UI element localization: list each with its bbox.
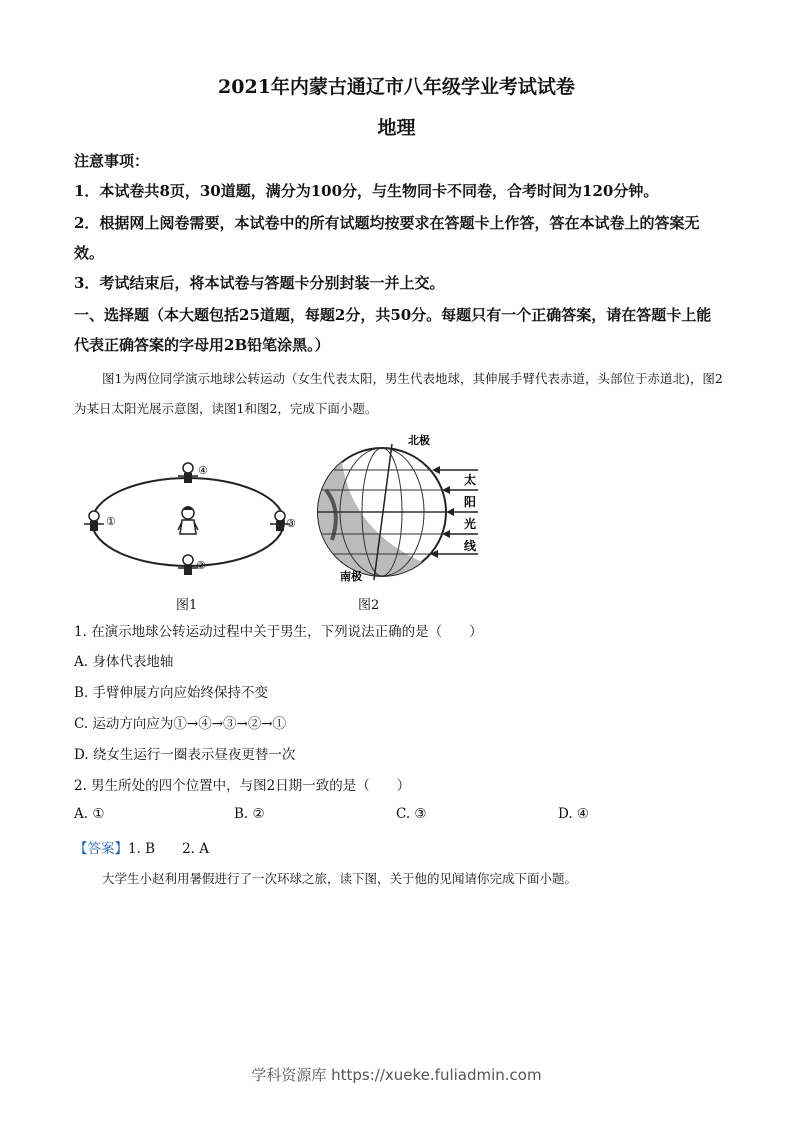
label-north-pole: 北极 — [408, 434, 430, 447]
section-heading: 一、选择题（本大题包括25道题，每题2分，共50分。每题只有一个正确答案，请在答题卡上能代表正确答案的字母用2B铅笔涂黑。） — [74, 306, 712, 354]
figure-2-caption: 图2 — [358, 598, 380, 613]
q1-option-c: C. 运动方向应为①→④→③→②→① — [74, 716, 287, 732]
q2-option-d: D. ④ — [558, 806, 590, 822]
intro-paragraph-1: 图1为两位同学演示地球公转运动（女生代表太阳，男生代表地球，其伸展手臂代表赤道，头部位于赤道北)，图2为某日太阳光展示意图，读图1和图2，完成下面小题。 — [74, 371, 723, 416]
exam-title: 2021年内蒙古通辽市八年级学业考试试卷 — [218, 76, 575, 98]
label-position-3: ③ — [286, 517, 296, 530]
label-sun-char-3: 光 — [464, 517, 477, 531]
notice-item-3: 3．考试结束后，将本试卷与答题卡分别封装一并上交。 — [74, 274, 445, 292]
girl-figure — [178, 506, 198, 534]
q1-option-b: B. 手臂伸展方向应始终保持不变 — [74, 685, 269, 701]
boy-position-1 — [84, 511, 104, 531]
q2-option-c: C. ③ — [396, 806, 427, 822]
answer-text: 1. B 2. A — [128, 841, 210, 857]
notice-item-2: 2．根据网上阅卷需要，本试卷中的所有试题均按要求在答题卡上作答，答在本试卷上的答案无效。 — [74, 214, 700, 262]
label-sun-char-1: 太 — [464, 473, 477, 487]
q2-option-b: B. ② — [234, 806, 265, 822]
label-position-1: ① — [106, 515, 116, 528]
label-sun-char-2: 阳 — [464, 495, 477, 509]
q1-option-a: A. 身体代表地轴 — [74, 654, 174, 670]
intro-paragraph-2: 大学生小赵利用暑假进行了一次环球之旅，读下图，关于他的见闻请你完成下面小题。 — [102, 871, 578, 886]
label-sun-char-4: 线 — [464, 539, 477, 553]
boy-position-4 — [178, 463, 198, 483]
answer-tag: 【答案】 — [74, 841, 128, 857]
question-1-stem: 1. 在演示地球公转运动过程中关于男生，下列说法正确的是（ ） — [74, 624, 483, 640]
q2-option-a: A. ① — [74, 806, 105, 822]
figure-2-globe — [312, 430, 482, 586]
q1-option-d: D. 绕女生运行一圈表示昼夜更替一次 — [74, 747, 296, 763]
figure-1-orbit — [72, 452, 304, 586]
figure-1-caption: 图1 — [176, 598, 198, 613]
question-2-stem: 2. 男生所处的四个位置中，与图2日期一致的是（ ） — [74, 778, 411, 794]
answer-line — [74, 837, 209, 857]
exam-subject: 地理 — [377, 117, 416, 139]
notice-heading: 注意事项： — [74, 152, 150, 170]
label-position-4: ④ — [198, 464, 208, 477]
notice-item-1: 1．本试卷共8页，30道题，满分为100分，与生物同卡不同卷，合考时间为120分钟。 — [74, 182, 659, 200]
footer-watermark: 学科资源库 https://xueke.fuliadmin.com — [251, 1066, 542, 1084]
label-south-pole: 南极 — [340, 570, 362, 583]
label-position-2: ② — [196, 559, 206, 572]
